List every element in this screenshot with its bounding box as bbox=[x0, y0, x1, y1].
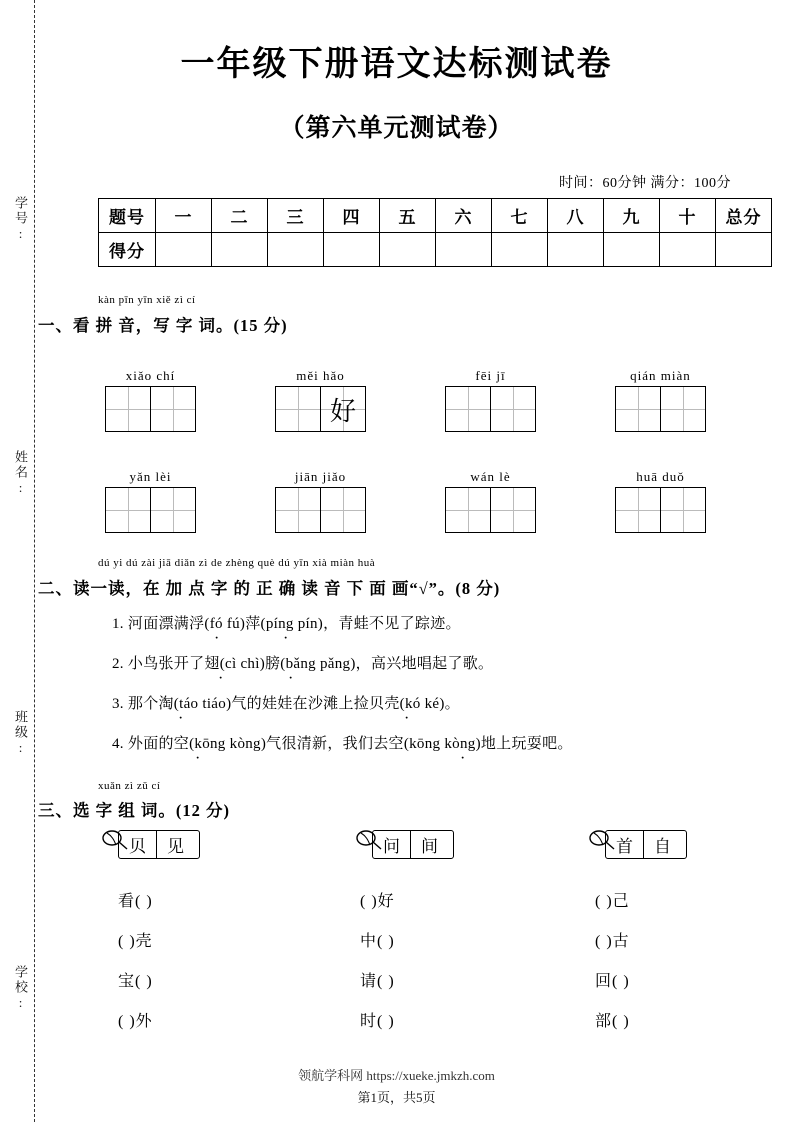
score-cell-8[interactable] bbox=[548, 233, 604, 267]
tzg-cell bbox=[276, 488, 321, 533]
q1-grid-3[interactable] bbox=[445, 368, 536, 432]
score-table bbox=[98, 198, 772, 267]
score-table-col-1: 一 bbox=[156, 199, 212, 233]
q1-grid-1[interactable] bbox=[105, 368, 196, 432]
score-table-col-2: 二 bbox=[212, 199, 268, 233]
exam-meta: 时间：60分钟 满分：100分 bbox=[559, 176, 731, 191]
tzg-cell: 好 bbox=[321, 387, 366, 432]
score-table-col-6: 六 bbox=[436, 199, 492, 233]
q3-g1-opt-2[interactable]: 见 bbox=[167, 837, 184, 856]
score-table-col-9: 九 bbox=[604, 199, 660, 233]
balloon-icon bbox=[101, 827, 129, 861]
balloon-icon bbox=[588, 827, 616, 861]
footer-watermark-url: 领航学科网 https://xueke.jmkzh.com bbox=[298, 1068, 495, 1083]
q1-title: 一、看 拼 音，写 字 词。(15 分) bbox=[38, 316, 288, 335]
tzg-cell bbox=[106, 488, 151, 533]
q3-g1-line-4[interactable]: ( )外 bbox=[118, 1013, 153, 1030]
tzg-cell bbox=[616, 387, 661, 432]
q3-g3-line-2[interactable]: ( )古 bbox=[595, 933, 630, 950]
tzg-cell bbox=[151, 387, 196, 432]
q3-g2-opt-2[interactable]: 间 bbox=[421, 837, 438, 856]
score-table-header-row bbox=[99, 199, 772, 233]
q1-grid-7[interactable] bbox=[445, 469, 536, 533]
q1-grid-4[interactable] bbox=[615, 368, 706, 432]
score-table-col-7: 七 bbox=[492, 199, 548, 233]
q3-g2-opt-1[interactable]: 问 bbox=[383, 837, 400, 856]
tzg-cell bbox=[106, 387, 151, 432]
q1-pinyin-7: wán lè bbox=[470, 469, 511, 484]
balloon-icon bbox=[355, 827, 383, 861]
q1-grid-6[interactable] bbox=[275, 469, 366, 533]
q1-pinyin-8: huā duǒ bbox=[636, 469, 685, 484]
q2-dot-1b: · bbox=[283, 630, 289, 647]
q1-pinyin-2: měi hǎo bbox=[296, 368, 345, 383]
q1-grid-8[interactable] bbox=[615, 469, 706, 533]
q2-dot-1a: · bbox=[214, 630, 220, 647]
q1-pinyin-4: qián miàn bbox=[630, 368, 691, 383]
side-label-xuexiao: 学校: bbox=[13, 965, 28, 1012]
q3-g3-line-4[interactable]: 部( ) bbox=[595, 1013, 630, 1030]
q1-pinyin-1: xiǎo chí bbox=[125, 368, 176, 383]
score-cell-1[interactable] bbox=[156, 233, 212, 267]
score-table-col-10: 十 bbox=[660, 199, 716, 233]
score-table-col-5: 五 bbox=[380, 199, 436, 233]
q2-pinyin-head: dú yi dú zài jiā diǎn zì de zhèng què dú yīn xià miàn huà bbox=[98, 557, 376, 569]
q3-group-2-options[interactable] bbox=[372, 830, 454, 859]
score-table-row-label-2: 得分 bbox=[99, 233, 156, 267]
score-table-col-total: 总分 bbox=[716, 199, 772, 233]
score-table-col-3: 三 bbox=[268, 199, 324, 233]
q3-g3-line-1[interactable]: ( )己 bbox=[595, 893, 630, 910]
tzg-cell bbox=[276, 387, 321, 432]
q1-pinyin-3: fēi jī bbox=[475, 368, 506, 383]
q3-g1-opt-1[interactable]: 贝 bbox=[129, 837, 146, 856]
q2-dot-2a: · bbox=[218, 670, 224, 687]
q2-item-3[interactable]: 3. 那个淘(táo tiáo)气的娃娃在沙滩上捡贝壳(kó ké)。 bbox=[112, 696, 460, 712]
tzg-cell bbox=[661, 488, 706, 533]
score-cell-total[interactable] bbox=[716, 233, 772, 267]
q1-pinyin-5: yǎn lèi bbox=[129, 469, 172, 484]
q2-item-4[interactable]: 4. 外面的空(kōng kòng)气很清新，我们去空(kōng kòng)地上玩耍吧。 bbox=[112, 736, 573, 752]
score-cell-7[interactable] bbox=[492, 233, 548, 267]
q2-dot-2b: · bbox=[288, 670, 294, 687]
left-margin-dashed-line bbox=[34, 0, 35, 1122]
score-cell-10[interactable] bbox=[660, 233, 716, 267]
q3-group-1-options[interactable] bbox=[118, 830, 200, 859]
q2-item-1[interactable]: 1. 河面漂满浮(fó fú)萍(píng pín)，青蛙不见了踪迹。 bbox=[112, 616, 461, 632]
q3-g2-line-2[interactable]: 中( ) bbox=[360, 933, 395, 950]
footer-page-number: 第1页，共5页 bbox=[357, 1090, 436, 1105]
q3-g2-line-3[interactable]: 请( ) bbox=[360, 973, 395, 990]
score-cell-6[interactable] bbox=[436, 233, 492, 267]
score-cell-4[interactable] bbox=[324, 233, 380, 267]
tzg-cell bbox=[151, 488, 196, 533]
score-table-score-row bbox=[99, 233, 772, 267]
q3-title: 三、选 字 组 词。(12 分) bbox=[38, 801, 230, 820]
tzg-cell bbox=[661, 387, 706, 432]
q3-pinyin-head: xuǎn zì zǔ cí bbox=[98, 780, 161, 792]
score-table-col-4: 四 bbox=[324, 199, 380, 233]
q1-grid-2[interactable] bbox=[275, 368, 366, 432]
q1-pinyin-head: kàn pīn yīn xiě zì cí bbox=[98, 294, 196, 306]
page-title: 一年级下册语文达标测试卷 bbox=[180, 46, 613, 83]
q1-grid-5[interactable] bbox=[105, 469, 196, 533]
page-subtitle: （第六单元测试卷） bbox=[279, 115, 514, 142]
tzg-cell bbox=[491, 387, 536, 432]
score-table-col-8: 八 bbox=[548, 199, 604, 233]
q2-dot-3b: · bbox=[404, 710, 410, 727]
tzg-cell bbox=[321, 488, 366, 533]
q3-g1-line-3[interactable]: 宝( ) bbox=[118, 973, 153, 990]
score-cell-5[interactable] bbox=[380, 233, 436, 267]
tzg-cell bbox=[446, 387, 491, 432]
side-label-xuehao: 学号: bbox=[13, 196, 28, 243]
q3-group-3-options[interactable] bbox=[605, 830, 687, 859]
q2-dot-4b: · bbox=[460, 750, 466, 767]
q3-g3-opt-2[interactable]: 自 bbox=[654, 837, 671, 856]
score-table-row-label: 题号 bbox=[99, 199, 156, 233]
q3-g3-opt-1[interactable]: 首 bbox=[616, 837, 633, 856]
q2-dot-3a: · bbox=[178, 710, 184, 727]
side-label-xingming: 姓名: bbox=[13, 450, 28, 497]
q3-g3-line-3[interactable]: 回( ) bbox=[595, 973, 630, 990]
score-cell-9[interactable] bbox=[604, 233, 660, 267]
q1-pinyin-6: jiān jiǎo bbox=[294, 469, 347, 484]
q3-g1-line-1[interactable]: 看( ) bbox=[118, 893, 153, 910]
q3-g1-line-2[interactable]: ( )壳 bbox=[118, 933, 153, 950]
q3-g2-line-1[interactable]: ( )好 bbox=[360, 893, 395, 910]
score-cell-2[interactable] bbox=[212, 233, 268, 267]
side-label-banji: 班级: bbox=[13, 710, 28, 757]
score-cell-3[interactable] bbox=[268, 233, 324, 267]
q2-item-2[interactable]: 2. 小鸟张开了翅(cì chì)膀(bǎng pǎng)，高兴地唱起了歌。 bbox=[112, 656, 494, 672]
tzg-cell bbox=[616, 488, 661, 533]
q2-dot-4a: · bbox=[195, 750, 201, 767]
q2-title: 二、读一读，在 加 点 字 的 正 确 读 音 下 面 画“√”。(8 分) bbox=[38, 579, 501, 598]
tzg-cell bbox=[491, 488, 536, 533]
tzg-cell bbox=[446, 488, 491, 533]
q3-g2-line-4[interactable]: 时( ) bbox=[360, 1013, 395, 1030]
